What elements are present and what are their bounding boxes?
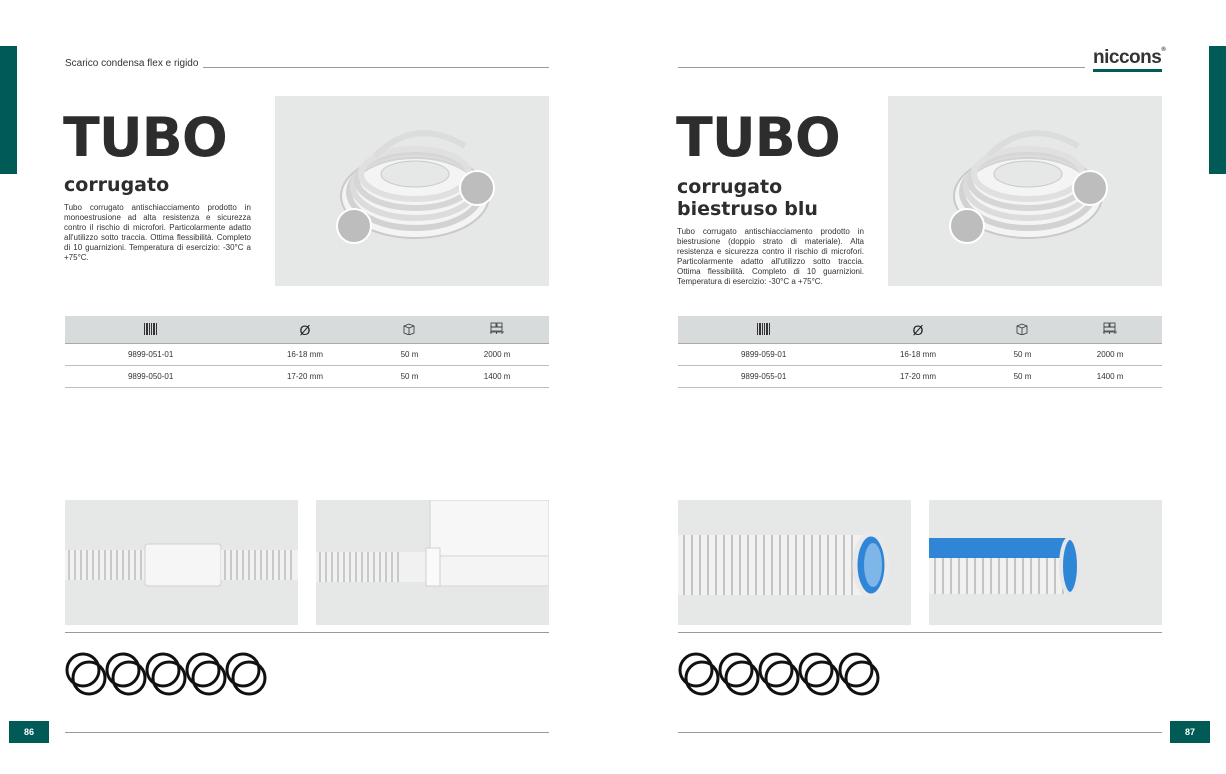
product-photo — [275, 96, 549, 286]
tube-cut-photo — [929, 500, 1162, 625]
barcode-icon — [65, 316, 236, 344]
pallet-cell: 2000 m — [445, 344, 549, 366]
pack-cell: 50 m — [374, 344, 446, 366]
code-cell: 9899-055-01 — [678, 366, 849, 388]
box-icon — [987, 316, 1059, 344]
product-subtitle: corrugato biestruso blu — [677, 176, 818, 220]
gasket-rule — [678, 632, 1162, 633]
footer-rule — [65, 732, 549, 733]
brand-logo — [1093, 47, 1165, 69]
product-description: Tubo corrugato antischiacciamento prodotto in biestrusione (doppio strato di materiale). Alta resistenza e sicurezza contro il rischio di microfori. Particolarmente adatto all'utilizzo sotto traccia. Ottima flessibilità. Completo di 10 guarnizioni. Temperatura di esercizio: -30°C a +75°C. — [677, 227, 864, 286]
product-table — [678, 316, 1162, 388]
gasket-rule — [65, 632, 549, 633]
header-rule — [203, 67, 549, 68]
header-rule — [678, 67, 1085, 68]
diameter-symbol: Ø — [299, 321, 311, 338]
pack-cell: 50 m — [374, 366, 446, 388]
tube-section-photo — [678, 500, 911, 625]
page-number: 86 — [9, 721, 49, 743]
product-photo — [888, 96, 1162, 286]
code-cell: 9899-050-01 — [65, 366, 236, 388]
code-cell: 9899-051-01 — [65, 344, 236, 366]
diameter-cell: 17-20 mm — [236, 366, 373, 388]
box-connection-photo — [316, 500, 549, 625]
product-description: Tubo corrugato antischiacciamento prodotto in monoestrusione ad alta resistenza e sicurezza contro il rischio di microfori. Particolarmente adatto all'utilizzo sotto traccia. Ottima flessibilità. Completo di 10 guarnizioni. Temperatura di esercizio: -30°C a +75°C. — [64, 203, 251, 262]
product-title: TUBO — [63, 106, 227, 169]
table-row — [65, 366, 549, 388]
pallet-cell: 2000 m — [1058, 344, 1162, 366]
brand-underline — [1093, 69, 1162, 72]
gaskets-icon — [63, 650, 273, 703]
diameter-cell: 16-18 mm — [236, 344, 373, 366]
gaskets-icon — [676, 650, 886, 703]
product-table — [65, 316, 549, 388]
diameter-icon — [849, 316, 986, 344]
page-number: 87 — [1170, 721, 1210, 743]
diameter-symbol: Ø — [912, 321, 924, 338]
pallet-icon — [445, 316, 549, 344]
table-row — [678, 344, 1162, 366]
section-header: Scarico condensa flex e rigido — [65, 58, 199, 69]
table-row — [65, 344, 549, 366]
pallet-icon — [1058, 316, 1162, 344]
barcode-icon — [678, 316, 849, 344]
right-edge-tab — [1209, 46, 1226, 174]
table-row — [678, 366, 1162, 388]
box-icon — [374, 316, 446, 344]
pallet-cell: 1400 m — [445, 366, 549, 388]
joint-photo — [65, 500, 298, 625]
product-subtitle: corrugato — [64, 174, 170, 196]
brand-name: niccons — [1093, 47, 1162, 68]
code-cell: 9899-059-01 — [678, 344, 849, 366]
left-edge-tab — [0, 46, 17, 174]
diameter-cell: 17-20 mm — [849, 366, 986, 388]
pallet-cell: 1400 m — [1058, 366, 1162, 388]
pack-cell: 50 m — [987, 344, 1059, 366]
diameter-icon — [236, 316, 373, 344]
pack-cell: 50 m — [987, 366, 1059, 388]
diameter-cell: 16-18 mm — [849, 344, 986, 366]
product-title: TUBO — [676, 106, 840, 169]
brand-registered-mark: ® — [1161, 47, 1166, 53]
footer-rule — [678, 732, 1162, 733]
